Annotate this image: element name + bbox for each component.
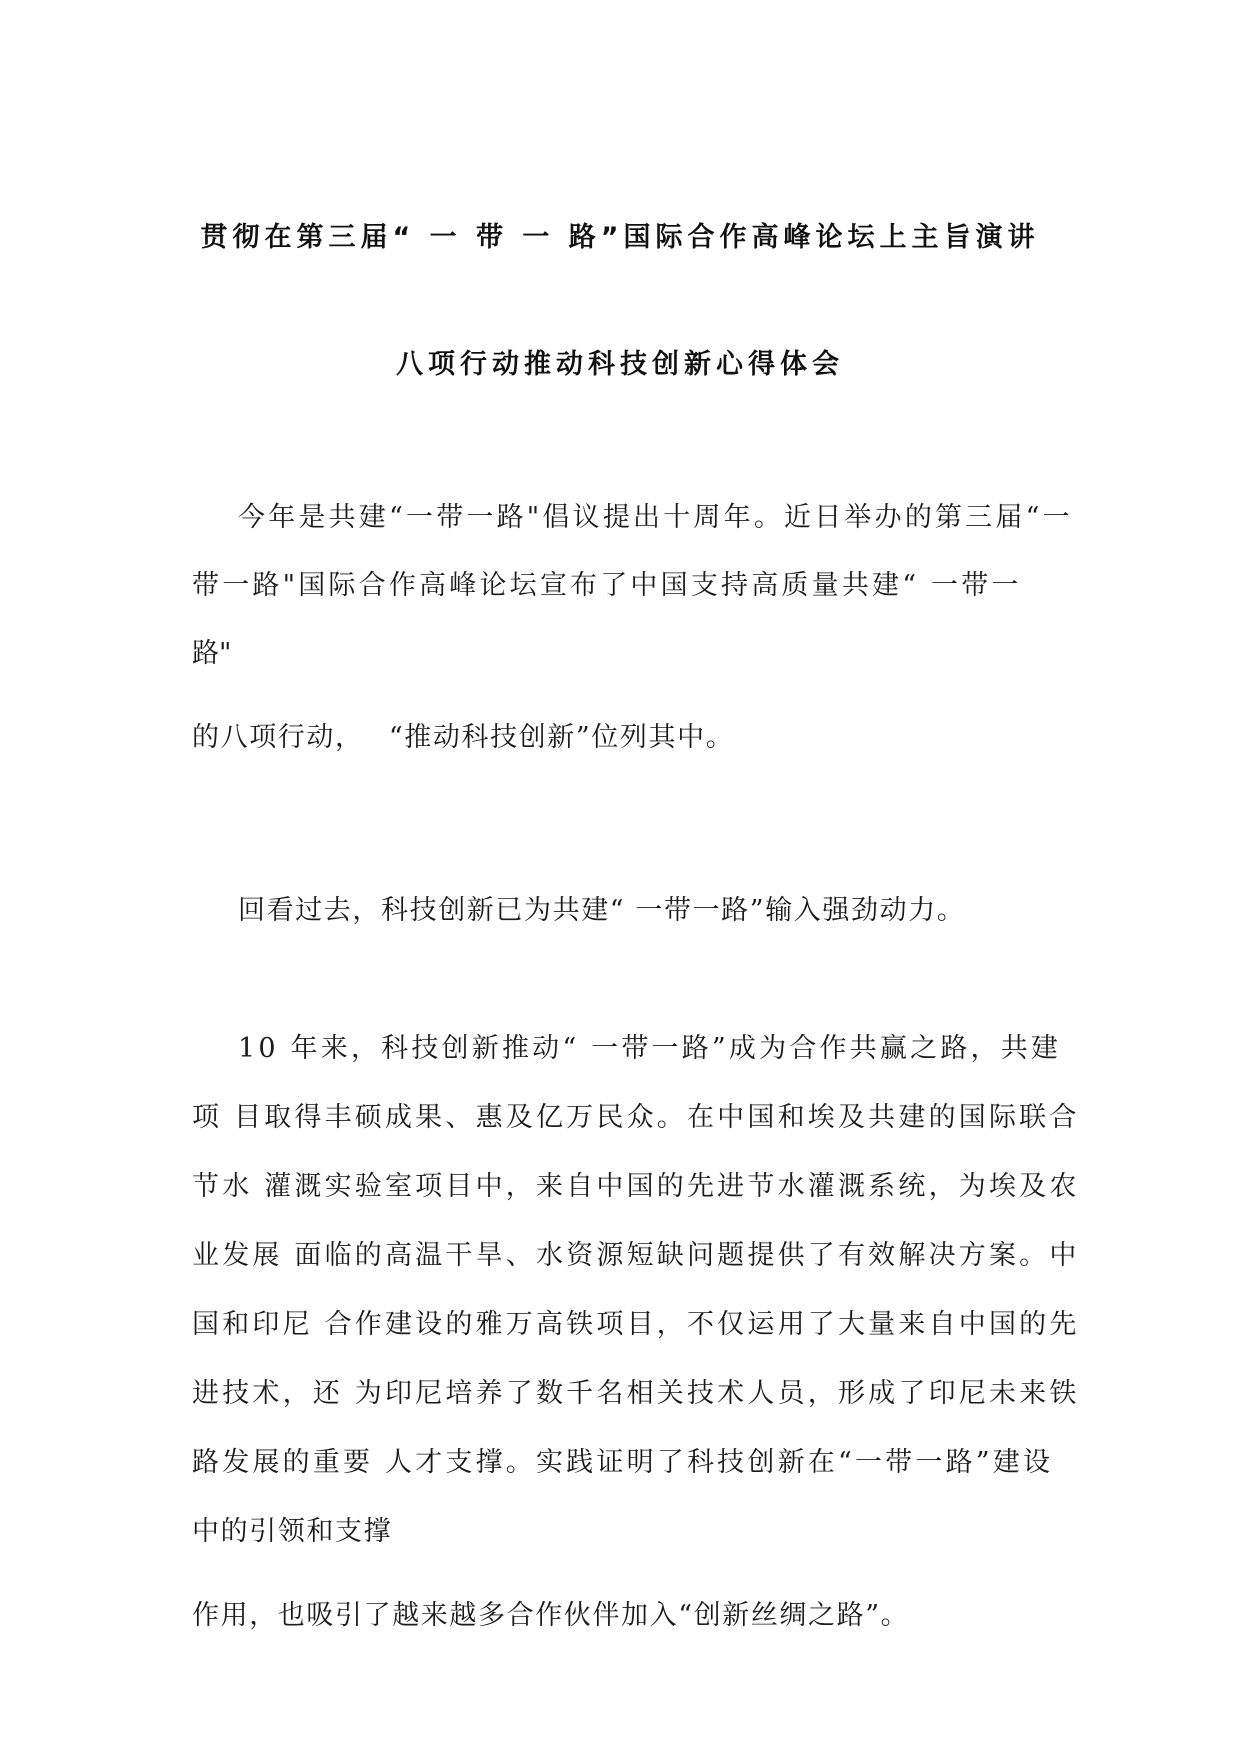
document-title-line-2: 八项行动推动科技创新心得体会 [396, 349, 844, 380]
paragraph-1-line-4: 的八项行动， “推动科技创新”位列其中。 [192, 722, 735, 753]
paragraph-3-line-5: 国和印尼 合作建设的雅万高铁项目，不仅运用了大量来自中国的先 [192, 1309, 1080, 1340]
document-title-line-1: 贯彻在第三届“ 一 带 一 路”国际合作高峰论坛上主旨演讲 [200, 222, 1040, 253]
paragraph-3-line-7: 路发展的重要 人才支撑。实践证明了科技创新在“一带一路”建设 [192, 1447, 1054, 1478]
paragraph-1-line-1: 今年是共建“一带一路"倡议提出十周年。近日举办的第三届“一 [238, 502, 1073, 533]
paragraph-3-line-1: 10 年来，科技创新推动“ 一带一路”成为合作共赢之路，共建 [238, 1033, 1062, 1064]
paragraph-3-line-8: 中的引领和支撑 [192, 1516, 393, 1547]
paragraph-3-line-6: 进技术，还 为印尼培养了数千名相关技术人员，形成了印尼未来铁 [192, 1378, 1080, 1409]
paragraph-2-line-1: 回看过去，科技创新已为共建“ 一带一路”输入强劲动力。 [238, 895, 966, 926]
paragraph-1-line-2: 带一路"国际合作高峰论坛宣布了中国支持高质量共建“ 一带一 [192, 570, 1022, 601]
paragraph-1-line-3: 路" [192, 638, 232, 669]
paragraph-3-line-2: 项 目取得丰硕成果、惠及亿万民众。在中国和埃及共建的国际联合 [192, 1102, 1080, 1133]
paragraph-3-line-9: 作用，也吸引了越来越多合作伙伴加入“创新丝绸之路”。 [192, 1600, 910, 1631]
paragraph-3-line-4: 业发展 面临的高温干旱、水资源短缺问题提供了有效解决方案。中 [192, 1240, 1080, 1271]
paragraph-3-line-3: 节水 灌溉实验室项目中，来自中国的先进节水灌溉系统，为埃及农 [192, 1171, 1080, 1202]
